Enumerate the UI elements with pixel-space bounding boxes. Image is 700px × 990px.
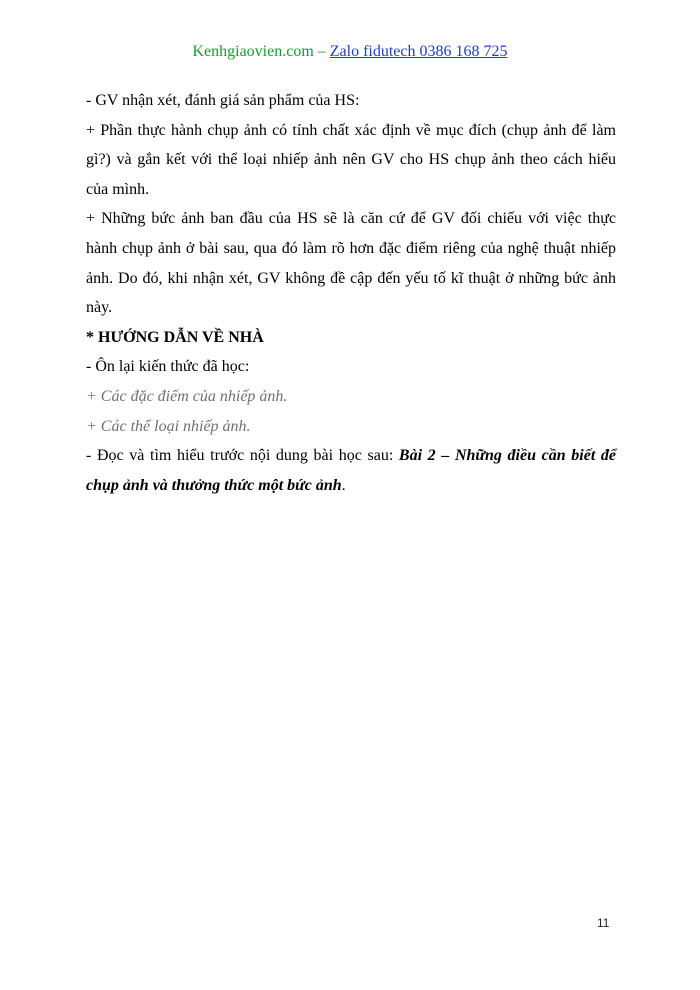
page-number: 11 [597, 916, 610, 930]
paragraph-line: hành chụp ảnh ở bài sau, qua đó làm rõ hơn đặc điểm riêng của nghệ thuật nhiếp [86, 239, 616, 257]
next-lesson-title: Bài 2 – Những điều cần biết để [398, 447, 617, 465]
paragraph-line: + Phần thực hành chụp ảnh có tính chất xác định về mục đích (chụp ảnh để làm [86, 121, 616, 139]
document-body [86, 86, 616, 500]
section-heading: * HƯỚNG DẪN VỀ NHÀ [86, 328, 264, 346]
next-lesson-title-cont: chụp ảnh và thưởng thức một bức ảnh [86, 476, 342, 494]
next-lesson-suffix: . [341, 476, 346, 494]
next-lesson-prefix: - Đọc và tìm hiểu trước nội dung bài học sau: [86, 447, 399, 465]
next-lesson-line [86, 441, 616, 471]
feedback-intro: - GV nhận xét, đánh giá sản phẩm của HS: [86, 92, 360, 109]
paragraph-line: gì?) và gắn kết với thể loại nhiếp ảnh nên GV cho HS chụp ảnh theo cách hiểu [86, 151, 616, 169]
review-intro: - Ôn lại kiến thức đã học: [86, 358, 250, 376]
paragraph-line: + Những bức ảnh ban đầu của HS sẽ là căn cứ để GV đối chiếu với việc thực [86, 210, 616, 228]
paragraph-line: của mình. [86, 180, 150, 198]
next-lesson-line [86, 471, 616, 501]
paragraph-line: ảnh. Do đó, khi nhận xét, GV không đề cập đến yếu tố kĩ thuật ở những bức ảnh [86, 269, 616, 287]
header-site: Kenhgiaovien.com [192, 43, 314, 60]
review-item: + Các thể loại nhiếp ảnh. [86, 417, 251, 435]
review-item: + Các đặc điểm của nhiếp ảnh. [86, 387, 288, 405]
header-zalo-link[interactable]: Zalo fidutech 0386 168 725 [329, 43, 508, 60]
page-header [0, 42, 700, 62]
header-separator: – [313, 43, 330, 60]
paragraph-line: này. [86, 299, 113, 317]
